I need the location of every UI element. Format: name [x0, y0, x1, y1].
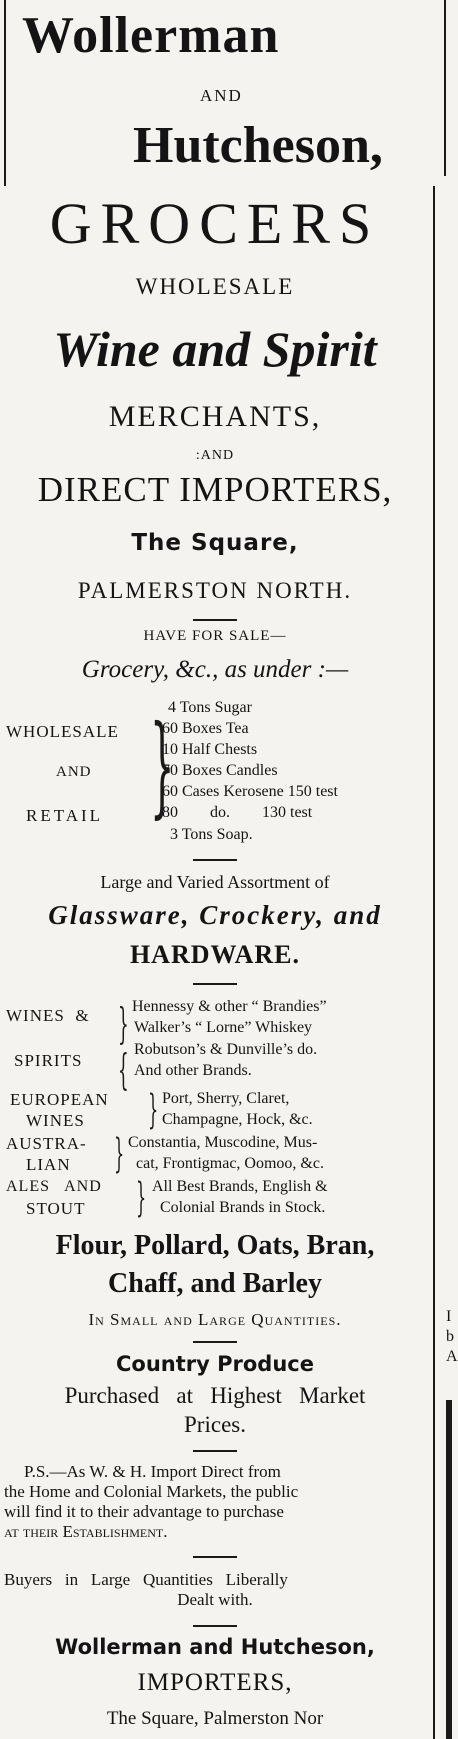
wines-brace: } { [118, 999, 129, 1094]
divider-5 [193, 1450, 237, 1452]
sale-item: 60 Cases Kerosene 150 test [162, 783, 338, 800]
sale-item: 70 Boxes Candles [162, 762, 278, 779]
ps-line-4: at their Establishment. [4, 1522, 168, 1541]
footer-firm-name: Wollerman and Hutcheson, [55, 1635, 375, 1659]
left-border [4, 0, 6, 186]
european-label: EUROPEAN [10, 1090, 109, 1109]
ps-line-2: the Home and Colonial Markets, the public [4, 1482, 299, 1501]
divider-7 [193, 1625, 237, 1627]
sale-item: 4 Tons Sugar [168, 699, 252, 716]
right-edge-dark-band [446, 1400, 452, 1739]
australian-label-2: LIAN [26, 1155, 71, 1174]
wine-spirit-heading: Wine and Spirit [53, 321, 377, 377]
grain-line-2: Chaff, and Barley [108, 1268, 322, 1299]
european-brace: } [148, 1087, 159, 1133]
ps-line-1: P.S.—As W. & H. Import Direct from [24, 1462, 281, 1481]
sale-label-wholesale: WHOLESALE [6, 722, 119, 741]
footer-importers: IMPORTERS, [137, 1669, 293, 1696]
town-label: PALMERSTON NORTH. [77, 578, 353, 603]
merchants-label: MERCHANTS, [108, 400, 322, 433]
firm-name-part2: Hutcheson, [133, 117, 383, 174]
edge-fragment: A [446, 1348, 458, 1365]
edge-fragment: I [446, 1308, 452, 1325]
hardware-label: HARDWARE. [129, 940, 301, 969]
importers-label: DIRECT IMPORTERS, [37, 470, 393, 509]
produce-heading: Country Produce [116, 1352, 314, 1376]
trade-heading: GROCERS [49, 191, 381, 256]
wines-item: Robutson’s & Dunville’s do. [134, 1041, 318, 1058]
ps-line-3: will find it to their advantage to purchase [4, 1502, 284, 1521]
divider-4 [193, 1341, 237, 1343]
australian-item: cat, Frontigmac, Oomoo, &c. [136, 1155, 324, 1172]
wines-label: WINES & [6, 1006, 90, 1025]
ales-label: ALES AND [6, 1178, 102, 1195]
australian-brace: } [114, 1131, 125, 1177]
sale-label-retail: RETAIL [26, 806, 104, 825]
ales-item: All Best Brands, English & [152, 1178, 328, 1195]
sale-brace: } [150, 701, 175, 829]
grain-line-3: In Small and Large Quantities. [88, 1310, 342, 1329]
australian-label: AUSTRA- [6, 1134, 87, 1153]
buyers-line-2: Dealt with. [177, 1590, 253, 1609]
produce-line-1: Purchased at Highest Market [64, 1383, 366, 1408]
wines-item: Hennessy & other “ Brandies” [132, 998, 327, 1015]
firm-name-part1: Wollerman [22, 7, 280, 64]
ales-brace: } [136, 1175, 147, 1221]
divider-1 [193, 619, 237, 621]
european-wines-label: WINES [26, 1111, 85, 1130]
and-label: :AND [195, 448, 235, 463]
divider-3 [193, 983, 237, 985]
wholesale-label: WHOLESALE [135, 274, 295, 299]
wines-item: Walker’s “ Lorne” Whiskey [134, 1019, 313, 1036]
grain-line-1: Flour, Pollard, Oats, Bran, [55, 1230, 375, 1261]
divider-2 [193, 859, 237, 861]
sale-item: 10 Half Chests [162, 741, 258, 758]
assortment-line: Large and Varied Assortment of [100, 872, 330, 892]
produce-line-2: Prices. [184, 1412, 246, 1437]
ales-item: Colonial Brands in Stock. [160, 1199, 326, 1216]
sale-item: 80 do. 130 test [162, 804, 313, 821]
footer-address: The Square, Palmerston Nor [106, 1708, 324, 1729]
assortment-italic: Glassware, Crockery, and [48, 900, 382, 930]
european-item: Champagne, Hock, &c. [162, 1111, 313, 1128]
firm-and: AND [200, 86, 243, 105]
divider-6 [193, 1556, 237, 1558]
for-sale-subheading: Grocery, &c., as under :— [81, 656, 349, 683]
square-label: The Square, [131, 530, 299, 556]
sale-item: 60 Boxes Tea [162, 720, 249, 737]
australian-item: Constantia, Muscodine, Mus- [128, 1134, 318, 1151]
buyers-line-1: Buyers in Large Quantities Liberally [4, 1570, 288, 1589]
wines-item: And other Brands. [134, 1062, 252, 1079]
european-item: Port, Sherry, Claret, [162, 1090, 290, 1107]
right-border-top [444, 0, 446, 176]
stout-label: STOUT [26, 1199, 86, 1218]
spirits-label: SPIRITS [14, 1051, 83, 1070]
right-border-main [433, 186, 435, 1739]
sale-item: 3 Tons Soap. [170, 826, 253, 843]
for-sale-heading: HAVE FOR SALE— [143, 628, 287, 644]
edge-fragment: b [446, 1328, 454, 1345]
sale-label-and: AND [56, 764, 92, 780]
